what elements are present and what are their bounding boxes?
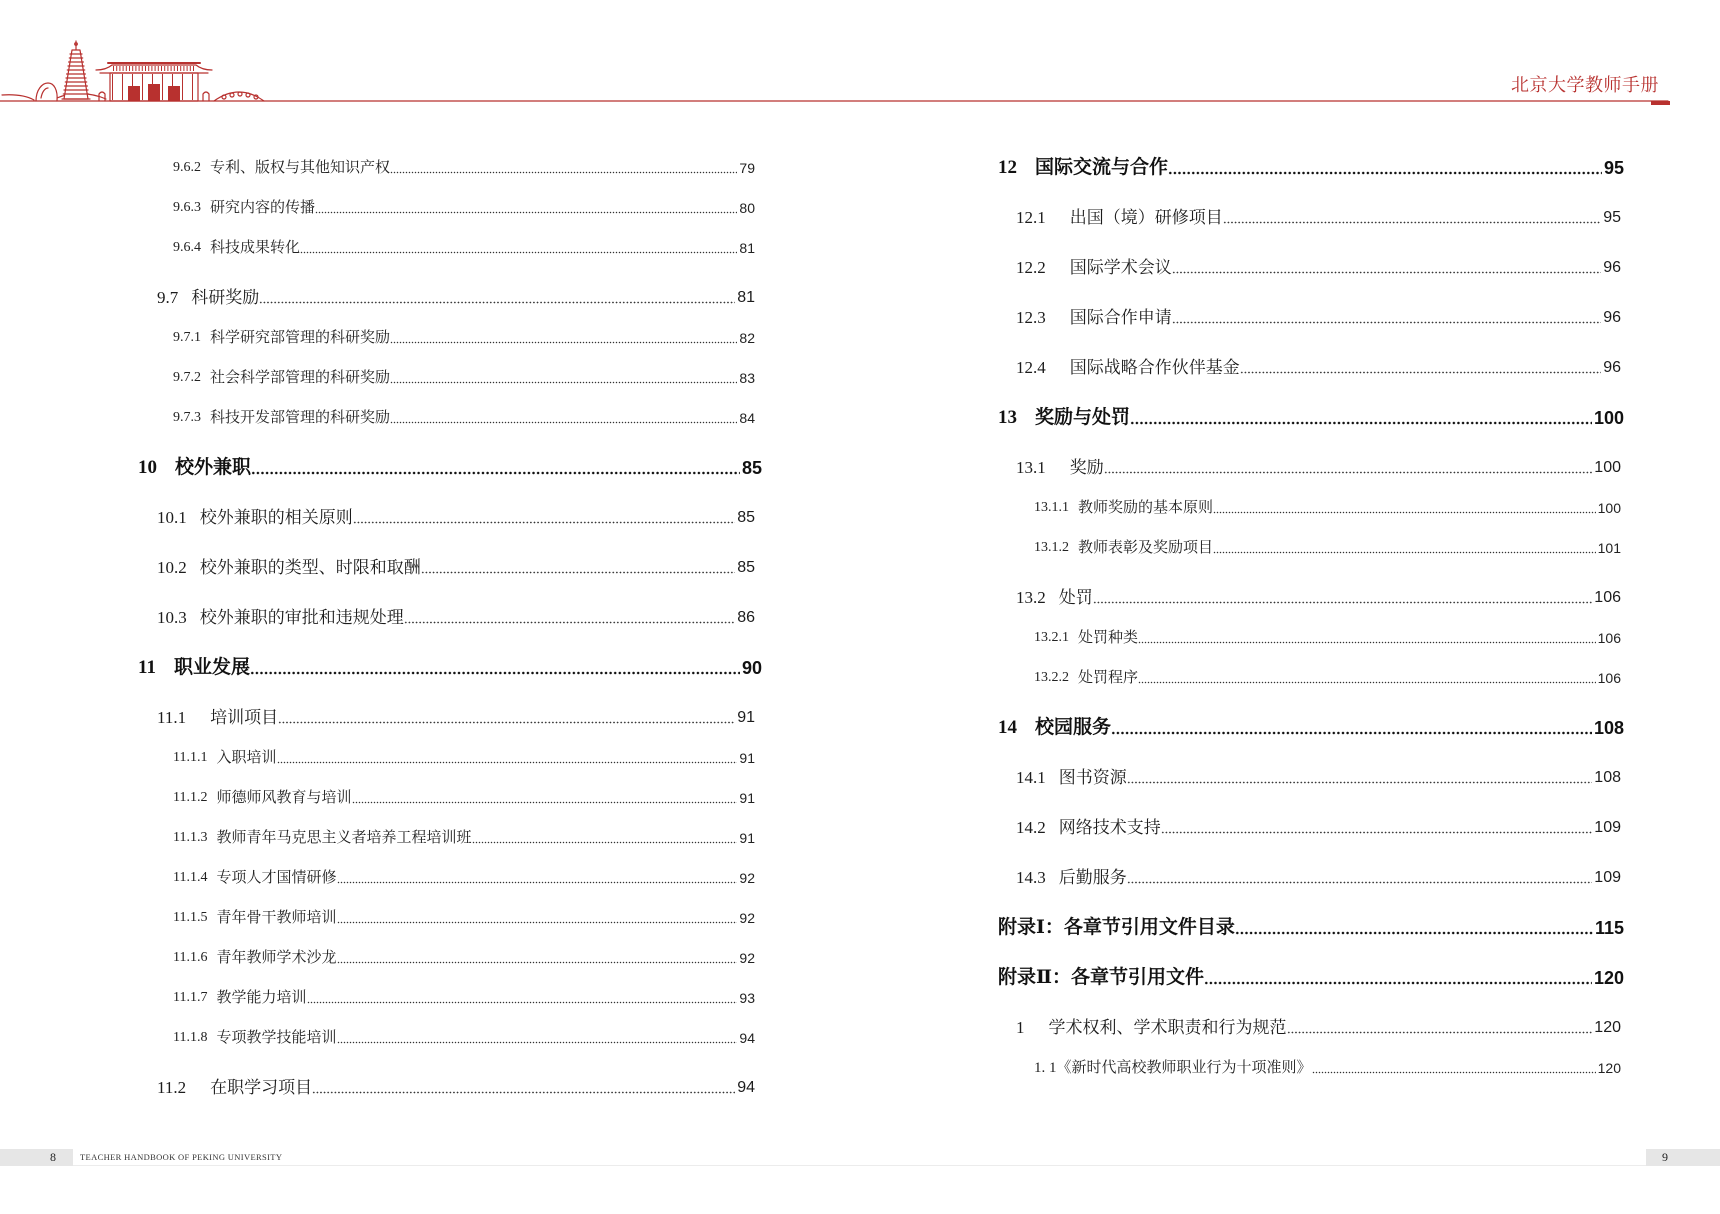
toc-entry-level-1: [998, 158, 1624, 178]
toc-entry-page: 85: [737, 559, 755, 576]
toc-entry-page: 96: [1603, 309, 1621, 326]
toc-entry-level-2: [998, 358, 1624, 378]
toc-entry-number: 14.3: [1016, 868, 1046, 887]
toc-entry-title: 教师青年马克思主义者培养工程培训班: [216, 830, 472, 846]
toc-entry-level-2: [138, 508, 762, 528]
toc-entry-page: 90: [741, 658, 762, 678]
toc-entry-level-1: [138, 658, 762, 678]
toc-entry-title: 教师表彰及奖励项目: [1078, 540, 1214, 556]
toc-entry-number: 9.7: [157, 288, 179, 307]
toc-entry-page: 96: [1603, 359, 1621, 376]
toc-entry-page: 92: [739, 870, 755, 886]
toc-entry-number: 10.2: [157, 558, 187, 577]
toc-entry-title: 教学能力培训: [216, 990, 307, 1006]
toc-entry-title: 网络技术支持: [1058, 818, 1161, 837]
toc-dot-leader: [1127, 768, 1593, 788]
toc-entry-number: 10.3: [157, 608, 187, 627]
toc-dot-leader: [1223, 208, 1601, 228]
toc-entry-level-2: [998, 308, 1624, 328]
toc-entry-page: 109: [1594, 819, 1621, 836]
toc-entry-title: 专项人才国情研修: [216, 870, 337, 886]
toc-entry-level-1: [998, 968, 1624, 988]
toc-entry-level-3: [138, 788, 762, 808]
toc-entry-title: 在职学习项目: [210, 1078, 313, 1097]
toc-entry-level-2: [998, 258, 1624, 278]
toc-entry-number: 12.2: [1016, 258, 1046, 277]
toc-entry-title: 奖励: [1069, 458, 1104, 477]
toc-entry-level-3: [138, 328, 762, 348]
toc-entry-title: 校外兼职的审批和违规处理: [199, 608, 404, 627]
toc-dot-leader: [472, 828, 738, 848]
toc-entry-title: 处罚种类: [1078, 630, 1139, 646]
toc-dot-leader: [353, 508, 735, 528]
toc-entry-number: 13.1: [1016, 458, 1046, 477]
toc-entry-level-2: [138, 708, 762, 728]
toc-entry-number: 11.1.5: [173, 910, 208, 925]
toc-dot-leader: [1312, 1058, 1596, 1078]
toc-entry-level-3: [138, 158, 762, 178]
toc-entry-page: 106: [1597, 670, 1621, 686]
toc-dot-leader: [1172, 308, 1601, 328]
toc-entry-page: 106: [1597, 630, 1621, 646]
toc-dot-leader: [390, 368, 737, 388]
header-illustration: [0, 0, 1720, 110]
toc-entry-number: 9.6.3: [173, 200, 201, 215]
toc-dot-leader: [1287, 1018, 1593, 1038]
toc-entry-level-3: [138, 828, 762, 848]
footer-right-page-box: [1646, 1149, 1720, 1166]
toc-dot-leader: [1138, 628, 1596, 648]
toc-entry-title: 附录Ⅰ：各章节引用文件目录: [998, 917, 1235, 938]
toc-entry-number: 13.1.1: [1034, 500, 1069, 515]
toc-entry-number: 12.3: [1016, 308, 1046, 327]
toc-entry-page: 91: [739, 790, 755, 806]
toc-entry-title: 国际合作申请: [1069, 308, 1172, 327]
toc-dot-leader: [337, 948, 738, 968]
toc-entry-page: 92: [739, 950, 755, 966]
toc-dot-leader: [1104, 458, 1593, 478]
toc-entry-page: 101: [1597, 540, 1621, 556]
toc-entry-page: 83: [739, 370, 755, 386]
toc-entry-level-2: [998, 868, 1624, 888]
toc-entry-number: 9.6.2: [173, 160, 201, 175]
toc-entry-title: 附录Ⅱ：各章节引用文件: [998, 967, 1205, 988]
toc-dot-leader: [1168, 158, 1602, 178]
footer-rule: [73, 1165, 1646, 1166]
toc-entry-page: 120: [1594, 1019, 1621, 1036]
toc-entry-level-3: [138, 748, 762, 768]
toc-dot-leader: [1213, 538, 1596, 558]
toc-entry-page: 94: [739, 1030, 755, 1046]
toc-entry-page: 86: [737, 609, 755, 626]
toc-entry-title: 处罚程序: [1078, 670, 1139, 686]
toc-entry-page: 92: [739, 910, 755, 926]
toc-entry-page: 80: [739, 200, 755, 216]
toc-entry-title: 校外兼职: [175, 457, 252, 478]
toc-left-page: [138, 158, 762, 1098]
footer-left-page-box: [0, 1149, 73, 1166]
toc-entry-level-3: [998, 1058, 1624, 1078]
running-title: TEACHER HANDBOOK OF PEKING UNIVERSITY: [80, 1152, 283, 1162]
toc-dot-leader: [251, 458, 740, 478]
toc-entry-page: 100: [1597, 500, 1621, 516]
rock-icon: [36, 83, 57, 101]
toc-entry-number: 11.1.3: [173, 830, 208, 845]
toc-dot-leader: [277, 748, 738, 768]
toc-entry-page: 100: [1593, 408, 1624, 428]
toc-entry-page: 91: [739, 750, 755, 766]
toc-entry-title: 处罚: [1058, 588, 1093, 607]
toc-entry-title: 校外兼职的相关原则: [199, 508, 353, 527]
toc-entry-page: 108: [1593, 718, 1624, 738]
toc-entry-page: 81: [739, 240, 755, 256]
toc-entry-number: 12.4: [1016, 358, 1046, 377]
toc-entry-level-3: [998, 498, 1624, 518]
toc-entry-title: 入职培训: [216, 750, 277, 766]
toc-entry-number: 11.2: [157, 1078, 187, 1097]
handbook-title: 北京大学教师手册: [1511, 75, 1659, 95]
toc-entry-number: 11.1.8: [173, 1030, 208, 1045]
toc-entry-title: 国际战略合作伙伴基金: [1069, 358, 1240, 377]
toc-entry-page: 91: [737, 709, 755, 726]
toc-dot-leader: [259, 288, 735, 308]
toc-entry-number: 1: [1016, 1018, 1025, 1037]
toc-entry-number: 10: [138, 457, 157, 478]
toc-entry-number: 9.7.2: [173, 370, 201, 385]
toc-dot-leader: [1240, 358, 1601, 378]
toc-entry-title: 奖励与处罚: [1035, 407, 1131, 428]
toc-entry-title: 校园服务: [1035, 717, 1112, 738]
toc-entry-page: 94: [737, 1079, 755, 1096]
toc-entry-number: 11.1.4: [173, 870, 208, 885]
toc-entry-level-1: [998, 718, 1624, 738]
toc-entry-title: 职业发展: [173, 657, 250, 678]
toc-dot-leader: [1111, 718, 1592, 738]
toc-entry-level-2: [998, 458, 1624, 478]
toc-dot-leader: [390, 408, 737, 428]
toc-entry-page: 108: [1594, 769, 1621, 786]
toc-dot-leader: [250, 658, 740, 678]
toc-dot-leader: [278, 708, 735, 728]
toc-dot-leader: [1161, 818, 1593, 838]
toc-entry-number: 12: [998, 157, 1017, 178]
toc-entry-level-2: [138, 608, 762, 628]
toc-dot-leader: [1138, 668, 1596, 688]
toc-entry-level-2: [998, 1018, 1624, 1038]
toc-entry-page: 120: [1597, 1060, 1621, 1076]
toc-entry-page: 115: [1594, 918, 1624, 938]
toc-entry-page: 81: [737, 289, 755, 306]
toc-entry-level-2: [138, 288, 762, 308]
toc-entry-title: 科学研究部管理的科研奖励: [210, 330, 391, 346]
left-page-number: 8: [50, 1150, 56, 1164]
toc-entry-page: 85: [737, 509, 755, 526]
toc-entry-title: 学术权利、学术职责和行为规范: [1048, 1018, 1287, 1037]
toc-entry-title: 科研奖励: [191, 288, 260, 307]
toc-right-page: [998, 158, 1624, 1078]
toc-dot-leader: [390, 158, 737, 178]
toc-entry-level-3: [138, 868, 762, 888]
toc-dot-leader: [337, 1028, 738, 1048]
toc-dot-leader: [390, 328, 737, 348]
toc-entry-number: 11.1: [157, 708, 187, 727]
toc-entry-number: 14.1: [1016, 768, 1046, 787]
toc-entry-page: 95: [1603, 158, 1624, 178]
toc-entry-number: 13.2.1: [1034, 630, 1069, 645]
toc-entry-level-2: [138, 558, 762, 578]
toc-entry-page: 96: [1603, 259, 1621, 276]
toc-entry-level-2: [998, 768, 1624, 788]
toc-entry-title: 专项教学技能培训: [216, 1030, 337, 1046]
pagoda-icon: [62, 41, 90, 99]
toc-entry-level-1: [998, 918, 1624, 938]
toc-entry-level-1: [138, 458, 762, 478]
toc-entry-number: 14: [998, 717, 1017, 738]
toc-entry-number: 12.1: [1016, 208, 1046, 227]
toc-entry-title: 青年教师学术沙龙: [216, 950, 337, 966]
toc-entry-level-3: [998, 628, 1624, 648]
toc-dot-leader: [1127, 868, 1593, 888]
toc-entry-number: 13.1.2: [1034, 540, 1069, 555]
toc-dot-leader: [337, 908, 738, 928]
toc-entry-number: 9.6.4: [173, 240, 201, 255]
toc-entry-title: 社会科学部管理的科研奖励: [210, 370, 391, 386]
toc-entry-title: 1. 1《新时代高校教师职业行为十项准则》: [1034, 1060, 1312, 1076]
toc-dot-leader: [315, 198, 737, 218]
toc-dot-leader: [1130, 408, 1592, 428]
toc-entry-title: 国际交流与合作: [1035, 157, 1169, 178]
toc-entry-number: 13: [998, 407, 1017, 428]
toc-entry-level-3: [138, 948, 762, 968]
toc-entry-title: 后勤服务: [1058, 868, 1127, 887]
toc-entry-number: 9.7.1: [173, 330, 201, 345]
toc-entry-level-3: [138, 408, 762, 428]
toc-entry-number: 9.7.3: [173, 410, 201, 425]
toc-entry-level-2: [998, 208, 1624, 228]
toc-entry-level-3: [998, 668, 1624, 688]
toc-entry-number: 11.1.2: [173, 790, 208, 805]
toc-entry-number: 10.1: [157, 508, 187, 527]
toc-entry-number: 11.1.7: [173, 990, 208, 1005]
toc-entry-level-2: [998, 588, 1624, 608]
toc-entry-title: 科技开发部管理的科研奖励: [210, 410, 391, 426]
toc-entry-level-3: [138, 238, 762, 258]
toc-entry-page: 120: [1593, 968, 1624, 988]
toc-dot-leader: [404, 608, 735, 628]
toc-entry-number: 14.2: [1016, 818, 1046, 837]
toc-entry-level-2: [998, 818, 1624, 838]
toc-dot-leader: [1213, 498, 1596, 518]
toc-entry-title: 图书资源: [1058, 768, 1127, 787]
toc-entry-page: 106: [1594, 589, 1621, 606]
toc-entry-level-2: [138, 1078, 762, 1098]
toc-dot-leader: [1093, 588, 1593, 608]
header-accent-bar: [1651, 101, 1670, 105]
toc-dot-leader: [312, 1078, 735, 1098]
toc-entry-number: 11: [138, 657, 156, 678]
toc-entry-page: 109: [1594, 869, 1621, 886]
toc-entry-title: 师德师风教育与培训: [216, 790, 352, 806]
toc-entry-title: 专利、版权与其他知识产权: [210, 160, 391, 176]
toc-entry-level-1: [998, 408, 1624, 428]
toc-dot-leader: [1172, 258, 1601, 278]
bridge-icon: [214, 92, 264, 101]
toc-entry-title: 科技成果转化: [210, 240, 301, 256]
toc-dot-leader: [300, 238, 737, 258]
toc-dot-leader: [307, 988, 738, 1008]
toc-dot-leader: [1204, 968, 1592, 988]
toc-entry-title: 研究内容的传播: [210, 200, 316, 216]
toc-entry-title: 教师奖励的基本原则: [1078, 500, 1214, 516]
toc-dot-leader: [352, 788, 738, 808]
toc-entry-title: 青年骨干教师培训: [216, 910, 337, 926]
toc-entry-title: 国际学术会议: [1069, 258, 1172, 277]
toc-entry-page: 85: [741, 458, 762, 478]
toc-entry-page: 93: [739, 990, 755, 1006]
toc-dot-leader: [421, 558, 735, 578]
toc-entry-page: 95: [1603, 209, 1621, 226]
toc-entry-number: 13.2: [1016, 588, 1046, 607]
toc-entry-title: 培训项目: [210, 708, 279, 727]
toc-entry-title: 校外兼职的类型、时限和取酬: [199, 558, 421, 577]
gate-icon: [96, 63, 212, 101]
toc-entry-title: 出国（境）研修项目: [1069, 208, 1223, 227]
toc-entry-page: 91: [739, 830, 755, 846]
toc-entry-level-3: [998, 538, 1624, 558]
toc-entry-level-3: [138, 198, 762, 218]
toc-entry-page: 100: [1594, 459, 1621, 476]
toc-entry-page: 82: [739, 330, 755, 346]
toc-dot-leader: [337, 868, 738, 888]
toc-entry-level-3: [138, 1028, 762, 1048]
toc-entry-level-3: [138, 368, 762, 388]
toc-entry-level-3: [138, 908, 762, 928]
toc-entry-page: 84: [739, 410, 755, 426]
toc-entry-level-3: [138, 988, 762, 1008]
toc-entry-number: 11.1.6: [173, 950, 208, 965]
toc-entry-number: 13.2.2: [1034, 670, 1069, 685]
toc-entry-page: 79: [739, 160, 755, 176]
toc-dot-leader: [1235, 918, 1593, 938]
right-page-number: 9: [1662, 1150, 1668, 1164]
toc-entry-number: 11.1.1: [173, 750, 208, 765]
